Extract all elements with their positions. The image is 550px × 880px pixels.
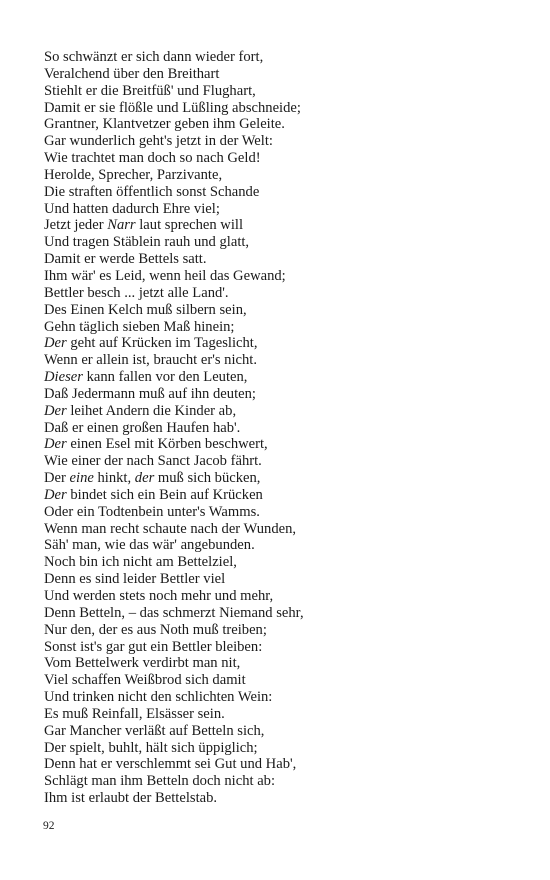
poem-line-emphasis: Der xyxy=(44,486,67,503)
poem-line xyxy=(44,352,534,369)
poem-line-emphasis: der xyxy=(134,470,155,487)
poem-line xyxy=(44,133,534,150)
poem-line xyxy=(44,319,534,336)
poem-line xyxy=(44,689,534,706)
poem-line xyxy=(44,420,534,437)
poem-line-segment: Wie trachtet man doch so nach Geld! xyxy=(44,150,261,167)
poem-line-segment: Wenn er allein ist, braucht er's nicht. xyxy=(44,352,257,369)
poem-line xyxy=(44,285,534,302)
poem-line-segment: Es muß Reinfall, Elsässer sein. xyxy=(44,705,225,722)
poem-line xyxy=(44,100,534,117)
poem-line xyxy=(44,116,534,133)
poem-line-segment: Bettler besch ... jetzt alle Land'. xyxy=(44,284,229,301)
poem-line-segment: Gar Mancher verläßt auf Betteln sich, xyxy=(44,722,265,739)
poem-line-emphasis: Der xyxy=(44,402,67,419)
poem-line xyxy=(44,302,534,319)
poem-line-segment: Veralchend über den Breithart xyxy=(44,65,220,82)
poem-line-segment: Daß Jedermann muß auf ihn deuten; xyxy=(44,385,256,402)
poem-line xyxy=(44,470,534,487)
poem-line-segment: Säh' man, wie das wär' angebunden. xyxy=(44,537,255,554)
poem-line-segment: Stiehlt er die Breitfüß' und Flughart, xyxy=(44,82,256,99)
poem-line-segment: Und werden stets noch mehr und mehr, xyxy=(44,588,274,604)
poem-line-emphasis: Der xyxy=(44,436,67,453)
poem-line xyxy=(44,167,534,184)
poem-line xyxy=(44,487,534,504)
poem-line-segment: einen Esel mit Körben beschwert, xyxy=(66,436,268,453)
poem-line-segment: Daß er einen großen Haufen hab'. xyxy=(44,419,241,436)
poem-line-segment: Der xyxy=(44,470,70,487)
poem-text xyxy=(44,49,534,807)
poem-line-segment: Grantner, Klantvetzer geben ihm Geleite. xyxy=(44,116,285,133)
poem-line xyxy=(44,403,534,420)
poem-line xyxy=(44,672,534,689)
poem-line-segment: laut sprechen will xyxy=(135,217,244,234)
poem-line xyxy=(44,537,534,554)
poem-line xyxy=(44,150,534,167)
poem-line-segment: Vom Bettelwerk verdirbt man nit, xyxy=(44,655,241,672)
poem-line xyxy=(44,268,534,285)
poem-line xyxy=(44,554,534,571)
poem-line xyxy=(44,335,534,352)
poem-line-segment: Noch bin ich nicht am Bettelziel, xyxy=(44,554,237,571)
poem-line xyxy=(44,655,534,672)
poem-line-segment: Gehn täglich sieben Maß hinein; xyxy=(44,318,235,335)
poem-line xyxy=(44,622,534,639)
poem-line-segment: Gar wunderlich geht's jetzt in der Welt: xyxy=(44,133,273,150)
poem-line-segment: Damit er werde Bettels satt. xyxy=(44,251,207,268)
poem-line-segment: muß sich bücken, xyxy=(154,470,261,487)
poem-line xyxy=(44,201,534,218)
poem-line-segment: Wenn man recht schaute nach der Wunden, xyxy=(44,520,297,537)
poem-line-segment: hinkt, xyxy=(93,470,135,487)
poem-line xyxy=(44,790,534,807)
poem-line-segment: Des Einen Kelch muß silbern sein, xyxy=(44,301,247,318)
poem-line-segment: Ihm ist erlaubt der Bettelstab. xyxy=(44,790,218,807)
poem-line-emphasis: eine xyxy=(69,470,94,487)
poem-line xyxy=(44,369,534,386)
poem-line xyxy=(44,49,534,66)
poem-line-segment: Und trinken nicht den schlichten Wein: xyxy=(44,689,273,706)
poem-line-segment: Wie einer der nach Sanct Jacob fährt. xyxy=(44,453,262,470)
poem-line-emphasis: Der xyxy=(44,335,67,352)
poem-line-segment: Und hatten dadurch Ehre viel; xyxy=(44,200,220,217)
poem-line-segment: Viel schaffen Weißbrod sich damit xyxy=(44,672,246,689)
poem-line-segment: geht auf Krücken im Tageslicht, xyxy=(66,335,258,352)
poem-line xyxy=(44,605,534,622)
poem-line-emphasis: Dieser xyxy=(44,369,83,386)
poem-line-segment: Damit er sie flößle und Lüßling abschneide; xyxy=(44,99,301,116)
poem-line-segment: Schlägt man ihm Betteln doch nicht ab: xyxy=(44,773,276,790)
poem-line xyxy=(44,571,534,588)
poem-line-segment: Sonst ist's gar gut ein Bettler bleiben: xyxy=(44,638,263,655)
poem-line-segment: So schwänzt er sich dann wieder fort, xyxy=(44,49,264,65)
poem-line xyxy=(44,453,534,470)
poem-line xyxy=(44,217,534,234)
poem-line-segment: Und tragen Stäblein rauh und glatt, xyxy=(44,234,250,251)
poem-line-segment: Oder ein Todtenbein unter's Wamms. xyxy=(44,503,260,520)
poem-line xyxy=(44,83,534,100)
poem-line xyxy=(44,184,534,201)
poem-line xyxy=(44,436,534,453)
poem-line xyxy=(44,66,534,83)
poem-line-segment: kann fallen vor den Leuten, xyxy=(82,369,248,386)
poem-line-segment: Herolde, Sprecher, Parzivante, xyxy=(44,166,223,183)
poem-line-segment: Denn es sind leider Bettler viel xyxy=(44,571,226,588)
poem-line-segment: Der spielt, buhlt, hält sich üppiglich; xyxy=(44,739,258,756)
poem-line xyxy=(44,756,534,773)
poem-line-segment: Nur den, der es aus Noth muß treiben; xyxy=(44,621,267,638)
page-number: 92 xyxy=(43,820,55,832)
poem-line xyxy=(44,588,534,605)
poem-line-segment: Die straften öffentlich sonst Schande xyxy=(44,183,260,200)
poem-line-segment: Ihm wär' es Leid, wenn heil das Gewand; xyxy=(44,267,286,284)
poem-line xyxy=(44,740,534,757)
poem-line xyxy=(44,773,534,790)
poem-line xyxy=(44,706,534,723)
poem-line xyxy=(44,251,534,268)
poem-line xyxy=(44,234,534,251)
poem-line-segment: Denn Betteln, – das schmerzt Niemand sehr, xyxy=(44,604,304,621)
poem-line-segment: Jetzt jeder xyxy=(44,217,108,234)
poem-line-segment: bindet sich ein Bein auf Krücken xyxy=(66,486,263,503)
poem-line xyxy=(44,723,534,740)
poem-line-emphasis: Narr xyxy=(107,217,136,234)
poem-line xyxy=(44,639,534,656)
poem-line-segment: leihet Andern die Kinder ab, xyxy=(66,402,237,419)
poem-line xyxy=(44,504,534,521)
poem-line-segment: Denn hat er verschlemmt sei Gut und Hab', xyxy=(44,756,297,773)
poem-line xyxy=(44,521,534,538)
poem-line xyxy=(44,386,534,403)
